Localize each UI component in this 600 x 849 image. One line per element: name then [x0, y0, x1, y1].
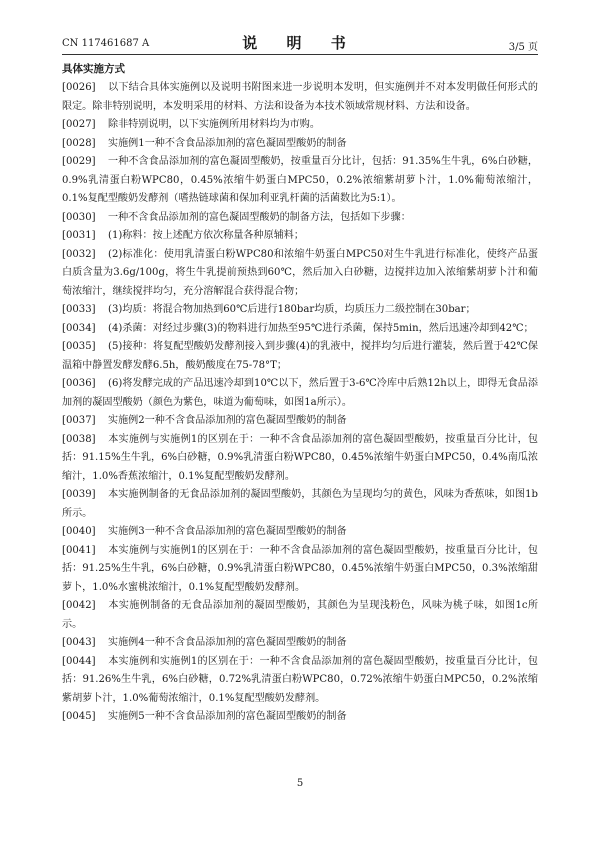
paragraph — [62, 320, 538, 339]
paragraph-text: 实施例1一种不含食品添加剂的富色凝固型酸奶的制备 — [108, 137, 347, 149]
paragraph-text: (2)标准化：使用乳清蛋白粉WPC80和浓缩牛奶蛋白MPC50对生牛乳进行标准化，使终产品蛋白质含量为3.6g/100g，将生牛乳提前预热到60℃，然后加入白砂糖，边搅拌边加入浓缩紫胡萝卜汁和葡萄浓缩汁，继续搅拌均匀，充分溶解混合获得混合物； — [62, 248, 538, 297]
document-body — [62, 60, 538, 727]
paragraph-text: 以下结合具体实施例以及说明书附图来进一步说明本发明，但实施例并不对本发明做任何形式的限定。除非特别说明，本发明采用的材料、方法和设备为本技术领域常规材料、方法和设备。 — [62, 82, 538, 112]
paragraph-number: [0026] — [62, 82, 96, 93]
header-divider — [62, 54, 538, 55]
paragraph-number: [0037] — [62, 415, 96, 426]
page-indicator: 3/5 页 — [508, 42, 538, 53]
page-number: 5 — [296, 778, 304, 789]
paragraph-text: 一种不含食品添加剂的富色凝固型酸奶，按重量百分比计，包括：91.35%生牛乳，6%白砂糖，0.9%乳清蛋白粉WPC80，0.45%浓缩牛奶蛋白MPC50，0.2%浓缩紫胡萝卜汁，1.0%葡萄浓缩汁，0.1%复配型酸奶发酵剂（嗜热链球菌和保加利亚乳杆菌的活菌数比为5:1）。 — [62, 156, 538, 204]
paragraph-text: 本实施例制备的无食品添加剂的凝固型酸奶，其颜色为呈现浅粉色，风味为桃子味，如图1c所示。 — [62, 600, 538, 630]
paragraph-number: [0030] — [62, 211, 96, 223]
paragraph-text: 本实施例与实施例1的区别在于：一种不含食品添加剂的富色凝固型酸奶，按重量百分比计，包括：91.15%生牛乳，6%白砂糖，0.9%乳清蛋白粉WPC80，0.45%浓缩牛奶蛋白MPC50，0.4%南瓜浓缩汁，1.0%香蕉浓缩汁，0.1%复配型酸奶发酵剂。 — [62, 433, 538, 482]
paragraph — [62, 542, 538, 598]
paragraph-number: [0042] — [62, 600, 96, 611]
paragraph — [62, 116, 538, 135]
paragraph-number: [0044] — [62, 655, 96, 667]
paragraph-number: [0045] — [62, 711, 96, 722]
paragraph-text: (4)杀菌：对经过步骤(3)的物料进行加热至95℃进行杀菌，保持5min，然后迅速冷却到42℃； — [108, 322, 534, 334]
paragraph — [62, 634, 538, 653]
paragraph-number: [0034] — [62, 322, 96, 334]
paragraph — [62, 375, 538, 412]
paragraph-text: 实施例2一种不含食品添加剂的富色凝固型酸奶的制备 — [108, 415, 347, 426]
paragraph-number: [0027] — [62, 119, 96, 130]
paragraph-number: [0035] — [62, 341, 96, 352]
paragraph-number: [0033] — [62, 304, 96, 315]
paragraph-list — [62, 79, 538, 727]
document-title: 说 明 书 — [242, 34, 358, 52]
section-title: 具体实施方式 — [62, 63, 125, 75]
paragraph-text: 除非特别说明，以下实施例所用材料均为市购。 — [108, 119, 320, 130]
paragraph-text: 实施例5一种不含食品添加剂的富色凝固型酸奶的制备 — [108, 711, 347, 722]
paragraph — [62, 338, 538, 375]
paragraph — [62, 653, 538, 709]
paragraph — [62, 431, 538, 487]
paragraph — [62, 227, 538, 246]
paragraph-number: [0036] — [62, 378, 96, 389]
paragraph-text: (6)将发酵完成的产品迅速冷却到10℃以下，然后置于3-6℃冷库中后熟12h以上，即得无食品添加剂的凝固型酸奶（颜色为紫色，味道为葡萄味，如图1a所示）。 — [62, 378, 538, 408]
paragraph-text: 本实施例制备的无食品添加剂的凝固型酸奶，其颜色为呈现均匀的黄色，风味为香蕉味，如图1b所示。 — [62, 489, 538, 519]
paragraph-text: 本实施例和实施例1的区别在于：一种不含食品添加剂的富色凝固型酸奶，按重量百分比计，包括：91.26%生牛乳，6%白砂糖，0.72%乳清蛋白粉WPC80，0.72%浓缩牛奶蛋白MPC50，0.2%浓缩紫胡萝卜汁，1.0%葡萄浓缩汁，0.1%复配型酸奶发酵剂。 — [62, 655, 538, 704]
paragraph-text: (1)称料：按上述配方依次称量各种原辅料； — [108, 230, 304, 241]
paragraph-text: 本实施例与实施例1的区别在于：一种不含食品添加剂的富色凝固型酸奶，按重量百分比计，包括：91.25%生牛乳，6%白砂糖，0.9%乳清蛋白粉WPC80，0.45%浓缩牛奶蛋白MPC50，0.3%浓缩甜萝卜，1.0%水蜜桃浓缩汁，0.1%复配型酸奶发酵剂。 — [62, 544, 538, 593]
paragraph — [62, 486, 538, 523]
paragraph-number: [0031] — [62, 230, 96, 241]
patent-number: CN 117461687 A — [62, 38, 150, 49]
paragraph — [62, 708, 538, 727]
paragraph — [62, 153, 538, 209]
paragraph-number: [0028] — [62, 137, 96, 149]
paragraph — [62, 523, 538, 542]
paragraph-text: 一种不含食品添加剂的富色凝固型酸奶的制备方法，包括如下步骤： — [108, 211, 411, 223]
paragraph-number: [0040] — [62, 526, 96, 537]
paragraph — [62, 135, 538, 154]
paragraph — [62, 246, 538, 302]
paragraph-number: [0038] — [62, 433, 96, 445]
paragraph — [62, 412, 538, 431]
page-header — [62, 24, 538, 52]
paragraph-number: [0043] — [62, 637, 96, 648]
paragraph-text: 实施例4一种不含食品添加剂的富色凝固型酸奶的制备 — [108, 637, 347, 648]
paragraph — [62, 301, 538, 320]
paragraph-text: (5)接种：将复配型酸奶发酵剂接入到步骤(4)的乳液中，搅拌均匀后进行灌装，然后置于42℃保温箱中静置发酵发酵6.5h，酸奶酸度在75-78°T； — [62, 341, 538, 371]
paragraph-number: [0029] — [62, 156, 96, 167]
paragraph — [62, 79, 538, 116]
paragraph — [62, 597, 538, 634]
paragraph-number: [0039] — [62, 489, 96, 500]
paragraph-text: 实施例3一种不含食品添加剂的富色凝固型酸奶的制备 — [108, 526, 347, 537]
paragraph-number: [0041] — [62, 544, 96, 556]
paragraph-text: (3)均质：将混合物加热到60℃后进行180bar均质，均质压力二级控制在30bar； — [108, 304, 476, 315]
paragraph-number: [0032] — [62, 248, 96, 260]
paragraph — [62, 209, 538, 228]
